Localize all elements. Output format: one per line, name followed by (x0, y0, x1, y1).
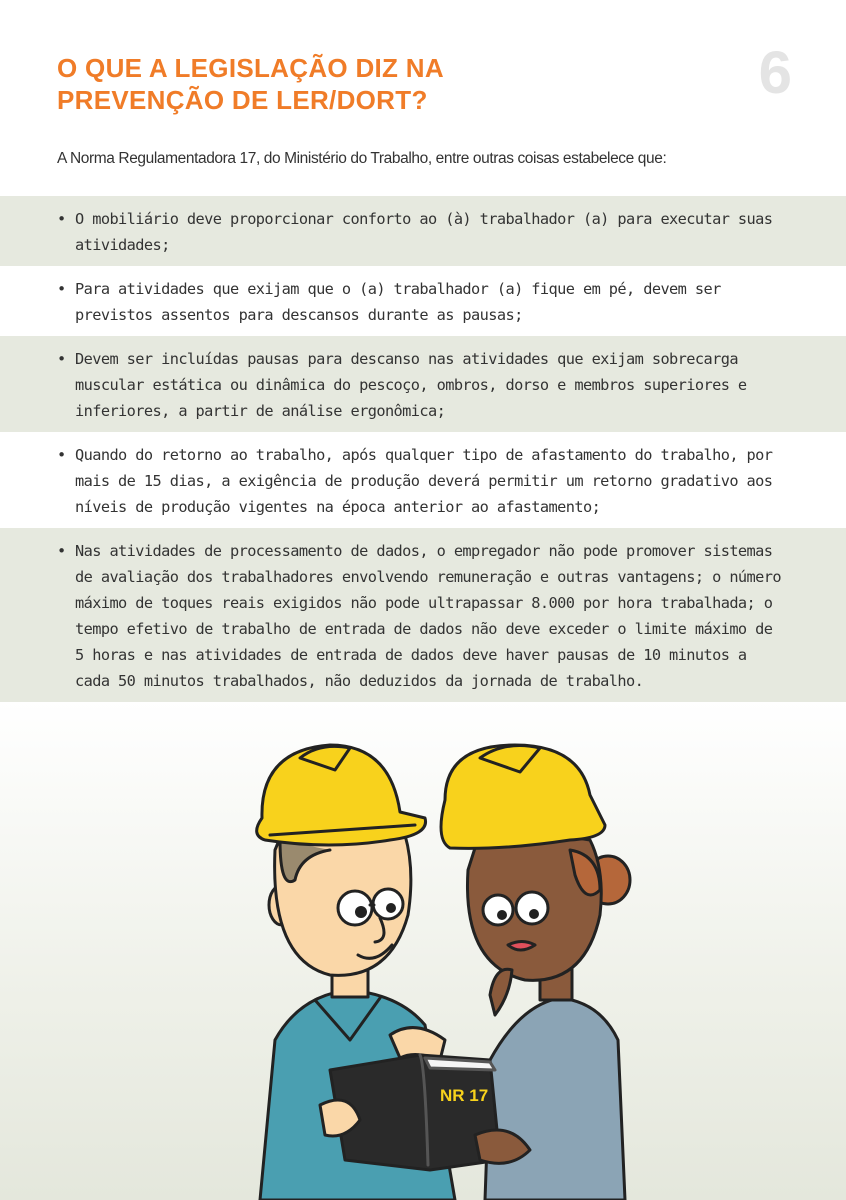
bullet-icon: • (57, 446, 66, 464)
list-item-text: O mobiliário deve proporcionar conforto ao (à) trabalhador (a) para executar suas atividades; (75, 210, 773, 254)
list-item-text: Devem ser incluídas pausas para descanso nas atividades que exijam sobrecarga muscular estática ou dinâmica do pescoço, ombros, dorso e membros superiores e inferiores, a partir de análise ergonômica; (75, 350, 747, 420)
book-label: NR 17 (440, 1086, 489, 1105)
title-line-1: O QUE A LEGISLAÇÃO DIZ NA (57, 53, 444, 83)
page-title (57, 52, 444, 116)
intro-text: A Norma Regulamentadora 17, do Ministério do Trabalho, entre outras coisas estabelece que: (57, 150, 667, 167)
list-item (0, 196, 846, 266)
workers-illustration (240, 740, 640, 1200)
bullet-icon: • (57, 280, 66, 298)
list-item (0, 266, 846, 336)
bullet-icon: • (57, 210, 66, 228)
bullet-icon: • (57, 542, 66, 560)
list-item-text: Quando do retorno ao trabalho, após qualquer tipo de afastamento do trabalho, por mais de 15 dias, a exigência de produção deverá permitir um retorno gradativo aos níveis de produção vigentes na época anterior ao afastamento; (75, 446, 773, 516)
bullet-icon: • (57, 350, 66, 368)
list-item-text: Nas atividades de processamento de dados, o empregador não pode promover sistemas de avaliação dos trabalhadores envolvendo remuneração e outras vantagens; o número máximo de toques reais exigidos não pode ultrapassar 8.000 por hora trabalhada; o tempo efetivo de trabalho de entrada de dados não deve exceder o limite máximo de 5 horas e nas atividades de entrada de dados deve haver pausas de 10 minutos a cada 50 minutos trabalhados, não deduzidos da jornada de trabalho. (75, 542, 781, 690)
list-item (0, 336, 846, 432)
title-line-2: PREVENÇÃO DE LER/DORT? (57, 85, 428, 115)
nr17-list (0, 196, 846, 702)
page-number: 6 (758, 39, 792, 106)
list-item-text: Para atividades que exijam que o (a) trabalhador (a) fique em pé, devem ser previstos assentos para descansos durante as pausas; (75, 280, 721, 324)
list-item (0, 432, 846, 528)
list-item (0, 528, 846, 702)
